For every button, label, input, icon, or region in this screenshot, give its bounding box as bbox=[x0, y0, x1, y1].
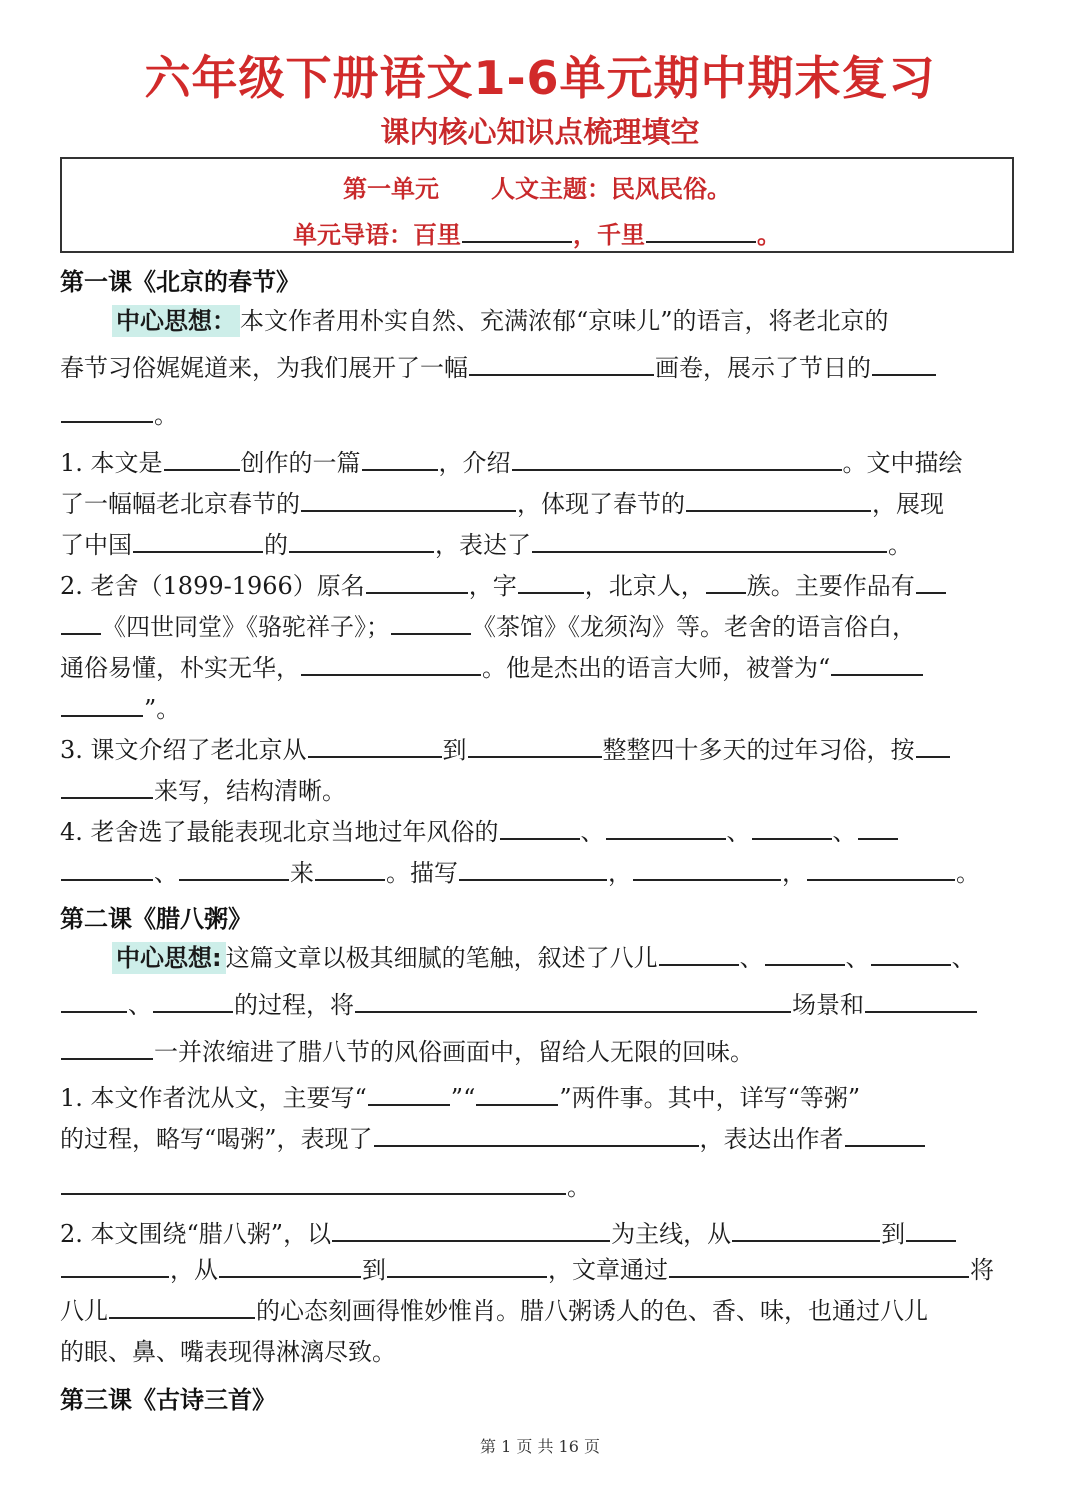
fill-blank[interactable] bbox=[61, 1252, 169, 1278]
fill-blank[interactable] bbox=[179, 855, 289, 881]
fill-blank[interactable] bbox=[366, 568, 468, 594]
fill-blank[interactable] bbox=[512, 445, 842, 471]
fill-blank[interactable] bbox=[476, 1080, 558, 1106]
fill-blank[interactable] bbox=[61, 773, 153, 799]
unit-intro-box bbox=[60, 157, 1014, 253]
fill-blank[interactable] bbox=[61, 397, 153, 423]
page-number: 第 1 页 共 16 页 bbox=[480, 1437, 600, 1456]
unit-name: 第一单元 bbox=[343, 175, 439, 203]
fill-blank[interactable] bbox=[391, 609, 471, 635]
fill-blank[interactable] bbox=[906, 1216, 956, 1242]
page-subtitle: 课内核心知识点梳理填空 bbox=[380, 115, 700, 149]
fill-blank[interactable] bbox=[872, 350, 936, 376]
fill-blank[interactable] bbox=[518, 568, 584, 594]
fill-blank[interactable] bbox=[669, 1252, 969, 1278]
fill-blank[interactable] bbox=[387, 1252, 547, 1278]
fill-blank[interactable] bbox=[633, 855, 781, 881]
fill-blank[interactable] bbox=[871, 940, 951, 966]
lesson-2-questions-cont: 。 2. 本文围绕“腊八粥”，以 为主线，从 到 bbox=[60, 1164, 1022, 1258]
fill-blank[interactable] bbox=[133, 527, 263, 553]
fill-blank[interactable] bbox=[831, 650, 923, 676]
fill-blank[interactable] bbox=[301, 486, 516, 512]
fill-blank[interactable] bbox=[61, 987, 127, 1013]
fill-blank[interactable] bbox=[332, 1216, 610, 1242]
fill-blank[interactable] bbox=[368, 1080, 450, 1106]
fill-blank[interactable] bbox=[500, 814, 580, 840]
lesson-1-center-idea: 中心思想： 本文作者用朴实自然、充满浓郁“京味儿”的语言，将老北京的 春节习俗娓娓道来，为我们展开了一幅 画卷，展示了节日的 。 bbox=[60, 298, 1022, 439]
fill-blank[interactable] bbox=[807, 855, 955, 881]
fill-blank[interactable] bbox=[532, 527, 887, 553]
lesson-1-title: 第一课《北京的春节》 bbox=[60, 268, 300, 296]
fill-blank[interactable] bbox=[858, 814, 898, 840]
fill-blank[interactable] bbox=[469, 350, 654, 376]
center-idea-label: 中心思想: bbox=[112, 942, 226, 974]
fill-blank[interactable] bbox=[459, 855, 607, 881]
lesson-2-title: 第二课《腊八粥》 bbox=[60, 905, 252, 933]
fill-blank[interactable] bbox=[315, 855, 385, 881]
fill-blank[interactable] bbox=[219, 1252, 361, 1278]
unit-heading bbox=[62, 169, 1012, 204]
fill-blank[interactable] bbox=[606, 814, 726, 840]
lesson-2-center-idea: 中心思想: 这篇文章以极其细腻的笔触，叙述了八儿 、 、 、 、 的过程，将 场景和 一并浓缩进了腊八节的风俗画面中，留给人无限的回味。 bbox=[60, 935, 1022, 1076]
fill-blank[interactable] bbox=[61, 1169, 566, 1195]
fill-blank[interactable] bbox=[61, 609, 101, 635]
fill-blank[interactable] bbox=[362, 445, 438, 471]
fill-blank[interactable] bbox=[752, 814, 832, 840]
fill-blank[interactable] bbox=[374, 1121, 699, 1147]
fill-blank[interactable] bbox=[301, 650, 481, 676]
fill-blank[interactable] bbox=[845, 1121, 925, 1147]
fill-blank[interactable] bbox=[61, 1034, 153, 1060]
fill-blank[interactable] bbox=[355, 987, 791, 1013]
fill-blank[interactable] bbox=[659, 940, 739, 966]
fill-blank[interactable] bbox=[865, 987, 977, 1013]
fill-blank[interactable] bbox=[109, 1293, 255, 1319]
center-idea-label: 中心思想： bbox=[112, 305, 240, 337]
fill-blank[interactable] bbox=[61, 855, 153, 881]
unit-theme: 人文主题：民风民俗。 bbox=[491, 175, 731, 203]
fill-blank[interactable] bbox=[646, 217, 756, 243]
fill-blank[interactable] bbox=[289, 527, 434, 553]
lesson-2-questions: 1. 本文作者沈从文，主要写“ ”“ ”两件事。其中，详写“等粥” 的过程，略写“喝粥”，表现了 ，表达出作者 bbox=[60, 1078, 1022, 1160]
page-title: 六年级下册语文1-6单元期中期末复习 bbox=[144, 51, 936, 105]
lesson-2-questions-end: ，从 到 ，文章通过 将 八儿 的心态刻画得惟妙惟肖。腊八粥诱人的色、香、味，也通过八儿 的眼、鼻、嘴表现得淋漓尽致。 bbox=[60, 1250, 1022, 1373]
fill-blank[interactable] bbox=[706, 568, 746, 594]
lesson-1-questions: 1. 本文是 创作的一篇 ，介绍 。文中描绘 了一幅幅老北京春节的 ，体现了春节的 ，展现 了中国 的 ，表达了 。 2. 老舍（1899-1966）原名 ，字 ，北京人， 族。主要作品有 《四世同堂》《骆驼祥子》； 《茶馆》《龙须沟》等。老舍的语言俗白， 通俗易懂，朴实无华， 。他是杰出的语言大师，被誉为“ ”。 3. 课文介绍了老北京从 到 整整四十多天的过年习俗，按 来写，结构清晰。 4. 老舍选了最能表现北京当地过年风俗的 、 、 、 、 来 。描写 ， ， 。 bbox=[60, 443, 1022, 894]
fill-blank[interactable] bbox=[468, 732, 602, 758]
fill-blank[interactable] bbox=[732, 1216, 880, 1242]
fill-blank[interactable] bbox=[916, 732, 950, 758]
fill-blank[interactable] bbox=[308, 732, 442, 758]
fill-blank[interactable] bbox=[61, 691, 143, 717]
fill-blank[interactable] bbox=[164, 445, 240, 471]
fill-blank[interactable] bbox=[153, 987, 233, 1013]
lesson-3-title: 第三课《古诗三首》 bbox=[60, 1386, 276, 1414]
fill-blank[interactable] bbox=[462, 217, 572, 243]
fill-blank[interactable] bbox=[765, 940, 845, 966]
fill-blank[interactable] bbox=[686, 486, 871, 512]
fill-blank[interactable] bbox=[916, 568, 946, 594]
unit-guide: 单元导语：百里 ，千里 。 bbox=[62, 215, 1012, 250]
